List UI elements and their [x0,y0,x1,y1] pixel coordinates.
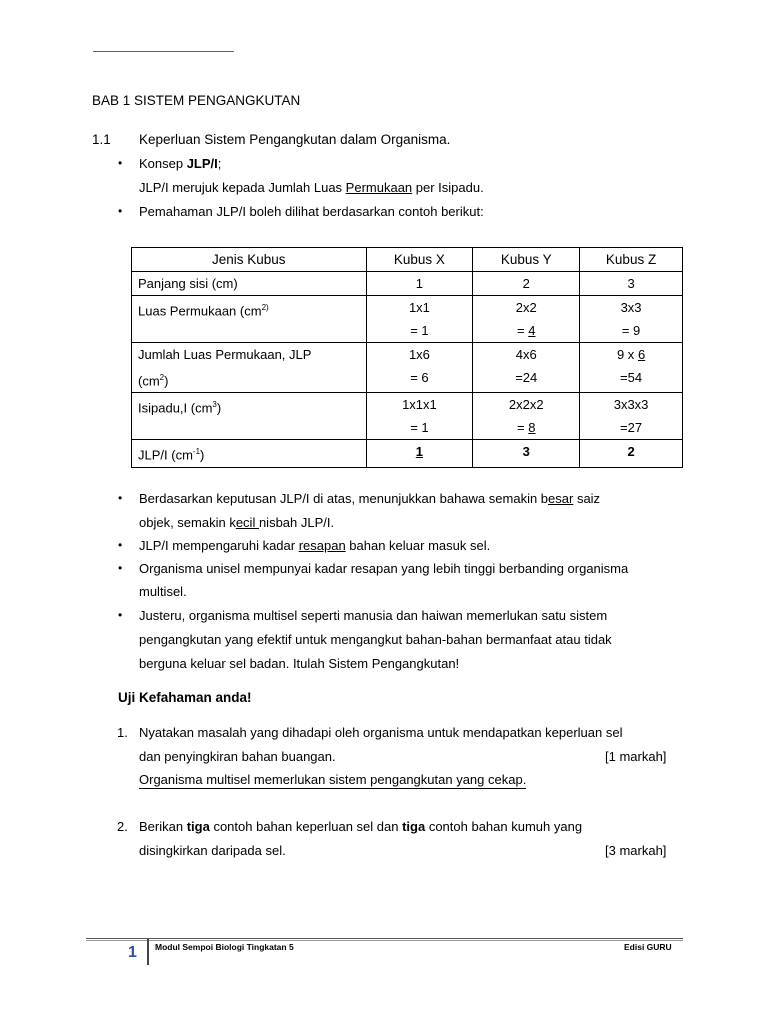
underlined-value: 6 [637,347,646,362]
row-label [132,393,367,440]
point-line: berguna keluar sel badan. Itulah Sistem Pengangkutan! [139,656,460,671]
underlined-value: 8 [528,420,536,436]
text: ; [217,156,222,171]
text: objek, semakin k [139,515,236,530]
bullet-icon: • [118,204,123,218]
question-text: disingkirkan daripada sel. [139,843,286,858]
text: ) [216,400,222,416]
bullet-icon: • [118,156,123,170]
cell: 1 [366,440,473,467]
cell [580,343,683,393]
table-row [132,272,683,296]
row-label [132,440,367,467]
text: Luas Permukaan (cm [138,303,262,319]
definition-line [139,180,484,195]
text: 1x6 [408,347,430,362]
section-title: Keperluan Sistem Pengangkutan dalam Organisma. [139,132,451,147]
cell: 3 [473,440,580,467]
text: ) [164,373,169,389]
superscript: 3 [212,400,217,410]
text: Berdasarkan keputusan JLP/I di atas, menunjukkan bahawa semakin b [139,491,549,506]
text: JLP/I (cm [138,447,193,463]
superscript: 2) [261,303,269,312]
answer-text [139,772,526,787]
text: =24 [515,370,538,385]
question-text [139,819,582,834]
text: (cm [138,373,160,389]
header-cell: Kubus Z [580,248,683,272]
cell: 3 [580,272,683,296]
footer-rule [86,940,683,941]
table-row [132,296,683,343]
marks-label: [1 markah] [605,749,667,764]
text: 4x6 [515,347,537,362]
cell [366,393,473,440]
bullet-icon: • [118,608,123,622]
text: = [517,420,529,436]
page-number-divider [147,939,149,965]
text [479,416,573,439]
concept-line [139,156,221,171]
text: = 1 [410,420,429,436]
underlined-word: ecil [235,515,259,530]
text: = 1 [410,323,429,338]
question-number: 2. [117,819,128,834]
text: = [517,323,529,338]
text [138,366,360,392]
cell [473,343,580,393]
point-line: Justeru, organisma multisel seperti manusia dan haiwan memerlukan satu sistem [139,608,608,623]
text: =27 [620,420,643,436]
cell [366,343,473,393]
point-line: pengangkutan yang efektif untuk mengangkut bahan-bahan bermanfaat atau tidak [139,632,612,647]
point-line: Organisma unisel mempunyai kadar resapan yang lebih tinggi berbanding organisma [139,561,629,576]
text [479,319,573,342]
point-line: multisel. [139,584,187,599]
text: ) [200,447,205,463]
term-jlpi: JLP/I [186,156,218,171]
point-line [139,491,600,506]
table-row [132,393,683,440]
underlined-word: Permukaan [345,180,413,195]
point-line [139,538,490,553]
cell [580,296,683,343]
question-number: 1. [117,725,128,740]
bullet-icon: • [118,491,123,505]
text: 2x2x2 [508,397,544,413]
text: 1x1 [408,300,430,315]
emphasis: tiga [402,819,426,834]
row-label: Panjang sisi (cm) [132,272,367,296]
superscript: 2 [159,373,165,382]
example-intro: Pemahaman JLP/I boleh dilihat berdasarkan contoh berikut: [139,204,484,219]
underlined-word: esar [548,491,574,506]
row-label [132,296,367,343]
cell [473,393,580,440]
answer: Organisma multisel memerlukan sistem pengangkutan yang cekap. [139,772,527,787]
cell [580,393,683,440]
emphasis: tiga [186,819,210,834]
cell [366,296,473,343]
text: 1x1x1 [402,397,437,413]
text: 2x2 [515,300,537,315]
text: contoh bahan keperluan sel dan [209,819,403,834]
table-row [132,440,683,467]
text: 3x3x3 [613,397,649,413]
text: =54 [620,370,643,385]
text: Isipadu,I (cm [138,400,213,416]
text: nisbah JLP/I. [258,515,335,530]
bullet-icon: • [118,538,123,552]
footer-edition: Edisi GURU [624,942,672,952]
bullet-icon: • [118,561,123,575]
cell: 1 [366,272,473,296]
section-number: 1.1 [92,132,111,147]
text: contoh bahan kumuh yang [425,819,583,834]
underlined-value: 4 [528,323,536,338]
header-cell: Jenis Kubus [132,248,367,272]
cell: 2 [473,272,580,296]
header-cell: Kubus X [366,248,473,272]
text: Konsep [139,156,187,171]
question-text: dan penyingkiran bahan buangan. [139,749,336,764]
text: = 6 [410,370,429,385]
text: JLP/I mempengaruhi kadar [139,538,299,553]
row-label [132,343,367,393]
page-number: 1 [128,944,137,961]
table-header-row [132,248,683,272]
text: 9 x [616,347,638,362]
question-text: Nyatakan masalah yang dihadapi oleh organisma untuk mendapatkan keperluan sel [139,725,623,740]
marks-label: [3 markah] [605,843,667,858]
text: bahan keluar masuk sel. [345,538,491,553]
footer-module: Modul Sempoi Biologi Tingkatan 5 [155,942,294,952]
text: Berikan [139,819,187,834]
text: saiz [573,491,601,506]
text: = 9 [621,323,641,338]
table-row [132,343,683,393]
text [586,343,676,366]
text: 3x3 [620,300,642,315]
cell [473,296,580,343]
cube-table [131,247,683,468]
header-cell: Kubus Y [473,248,580,272]
text: per Isipadu. [412,180,484,195]
text: Jumlah Luas Permukaan, JLP [138,347,312,362]
underlined-word: resapan [298,538,346,553]
superscript: -1 [192,447,201,457]
footer-rule [86,938,683,939]
chapter-heading: BAB 1 SISTEM PENGANGKUTAN [92,93,301,108]
cell: 2 [580,440,683,467]
text: JLP/I merujuk kepada Jumlah Luas [139,180,346,195]
quiz-title: Uji Kefahaman anda! [118,690,252,705]
point-line [139,515,334,530]
header-rule [93,51,234,52]
